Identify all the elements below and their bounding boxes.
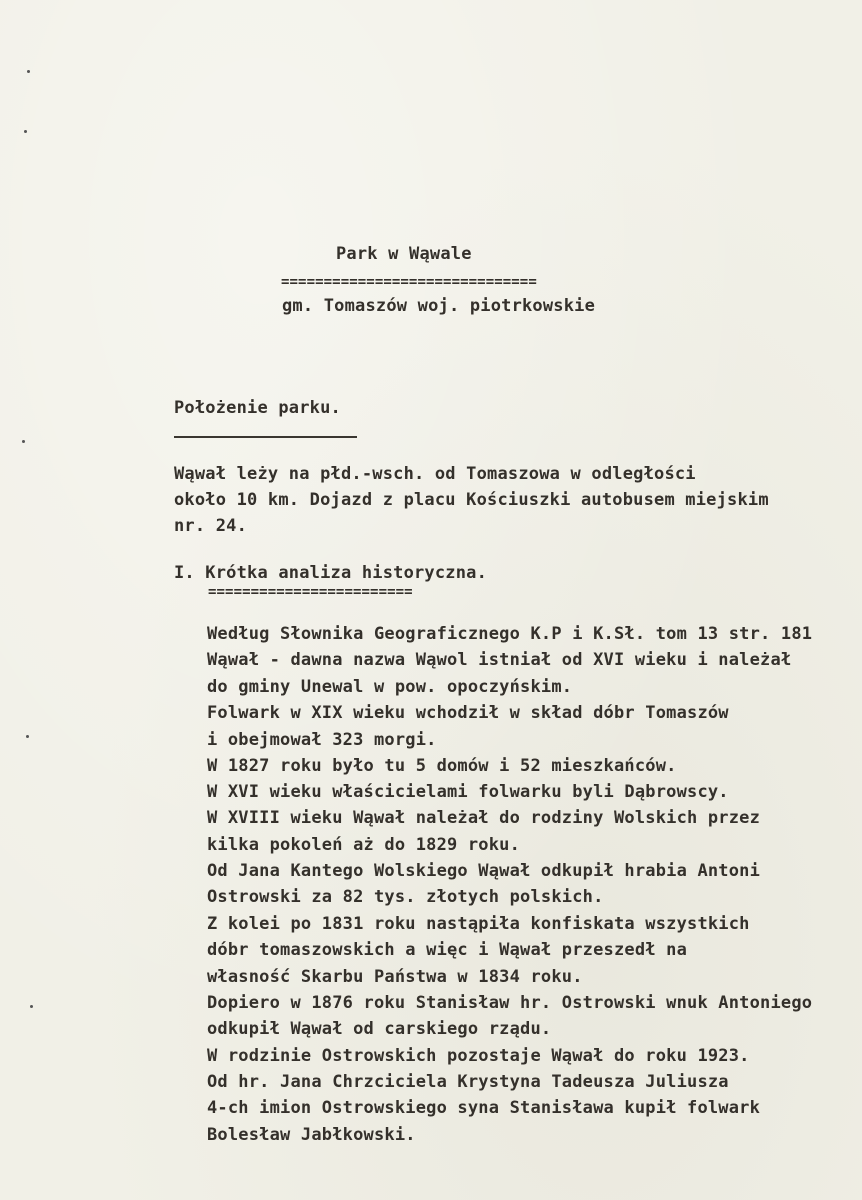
history-line: W 1827 roku było tu 5 domów i 52 mieszkańców. — [207, 756, 677, 776]
history-line: Z kolei po 1831 roku nastąpiła konfiskata wszystkich — [207, 914, 750, 934]
location-line: około 10 km. Dojazd z placu Kościuszki autobusem miejskim — [174, 490, 769, 510]
margin-speck — [26, 735, 29, 738]
history-line: Bolesław Jabłkowski. — [207, 1125, 416, 1145]
location-heading-underline — [174, 436, 357, 438]
history-line: własność Skarbu Państwa w 1834 roku. — [207, 967, 583, 987]
margin-speck — [30, 1005, 33, 1008]
history-line: 4-ch imion Ostrowskiego syna Stanisława kupił folwark — [207, 1098, 761, 1118]
document-subtitle: gm. Tomaszów woj. piotrkowskie — [282, 296, 596, 316]
history-heading: I. Krótka analiza historyczna. — [174, 563, 488, 583]
history-line: W XVIII wieku Wąwał należał do rodziny Wolskich przez — [207, 808, 761, 828]
margin-speck — [24, 130, 27, 133]
history-line: Wąwał - dawna nazwa Wąwol istniał od XVI wieku i należał — [207, 650, 792, 670]
history-line: Według Słownika Geograficznego K.P i K.Sł. tom 13 str. 181 — [207, 624, 813, 644]
history-line: i obejmował 323 morgi. — [207, 730, 437, 750]
history-line: Folwark w XIX wieku wchodził w skład dóbr Tomaszów — [207, 703, 729, 723]
history-line: odkupił Wąwał od carskiego rządu. — [207, 1019, 552, 1039]
location-line: Wąwał leży na płd.-wsch. od Tomaszowa w odległości — [174, 464, 696, 484]
history-line: Ostrowski za 82 tys. złotych polskich. — [207, 887, 604, 907]
history-line: W rodzinie Ostrowskich pozostaje Wąwał do roku 1923. — [207, 1046, 750, 1066]
location-heading: Położenie parku. — [174, 398, 341, 418]
history-line: kilka pokoleń aż do 1829 roku. — [207, 835, 521, 855]
margin-speck — [27, 70, 30, 73]
document-title: Park w Wąwale — [336, 244, 472, 264]
history-line: do gminy Unewal w pow. opoczyńskim. — [207, 677, 573, 697]
history-line: W XVI wieku właścicielami folwarku byli Dąbrowscy. — [207, 782, 729, 802]
history-line: Od Jana Kantego Wolskiego Wąwał odkupił hrabia Antoni — [207, 861, 761, 881]
location-line: nr. 24. — [174, 516, 248, 536]
history-line: dóbr tomaszowskich a więc i Wąwał przeszedł na — [207, 940, 688, 960]
title-double-rule: ============================== — [281, 274, 537, 290]
margin-speck — [22, 440, 25, 443]
history-line: Dopiero w 1876 roku Stanisław hr. Ostrowski wnuk Antoniego — [207, 993, 813, 1013]
history-line: Od hr. Jana Chrzciciela Krystyna Tadeusza Juliusza — [207, 1072, 729, 1092]
history-double-rule: ======================== — [208, 584, 413, 600]
